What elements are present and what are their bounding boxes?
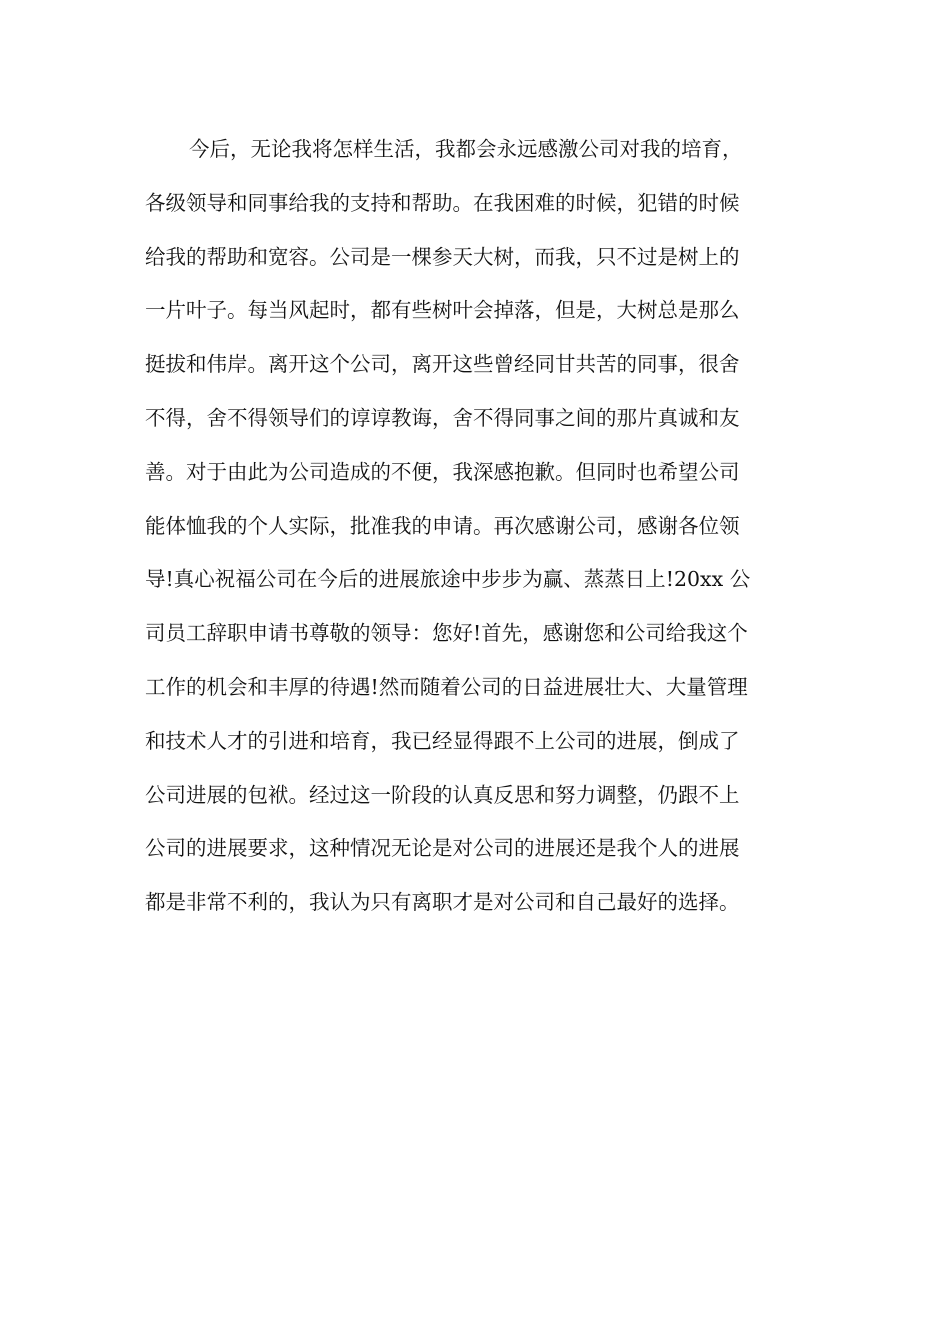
text-line: 司员工辞职申请书尊敬的领导：您好!首先，感谢您和公司给我这个 [145, 621, 748, 646]
text-line: 不得，舍不得领导们的谆谆教诲，舍不得同事之间的那片真诚和友 [145, 405, 740, 430]
text-line: 导!真心祝福公司在今后的进展旅途中步步为赢、蒸蒸日上!20xx 公 [145, 567, 751, 592]
text-line: 各级领导和同事给我的支持和帮助。在我困难的时候，犯错的时候 [145, 190, 740, 215]
text-line: 善。对于由此为公司造成的不便，我深感抱歉。但同时也希望公司 [145, 459, 740, 484]
text-line: 一片叶子。每当风起时，都有些树叶会掉落，但是，大树总是那么 [145, 298, 740, 323]
text-line: 挺拔和伟岸。离开这个公司，离开这些曾经同甘共苦的同事，很舍 [145, 352, 740, 377]
body-paragraph [145, 127, 825, 934]
text-line: 和技术人才的引进和培育，我已经显得跟不上公司的进展，倒成了 [145, 728, 740, 753]
text-line: 今后，无论我将怎样生活，我都会永远感激公司对我的培育， [189, 137, 743, 161]
text-line: 工作的机会和丰厚的待遇!然而随着公司的日益进展壮大、大量管理 [145, 674, 748, 699]
text-line: 公司的进展要求，这种情况无论是对公司的进展还是我个人的进展 [145, 836, 740, 861]
text-line: 能体恤我的个人实际，批准我的申请。再次感谢公司，感谢各位领 [145, 513, 740, 538]
text-line: 都是非常不利的，我认为只有离职才是对公司和自己最好的选择。 [145, 890, 740, 915]
text-line: 给我的帮助和宽容。公司是一棵参天大树，而我，只不过是树上的 [145, 244, 740, 269]
text-line: 公司进展的包袱。经过这一阶段的认真反思和努力调整，仍跟不上 [145, 782, 740, 807]
